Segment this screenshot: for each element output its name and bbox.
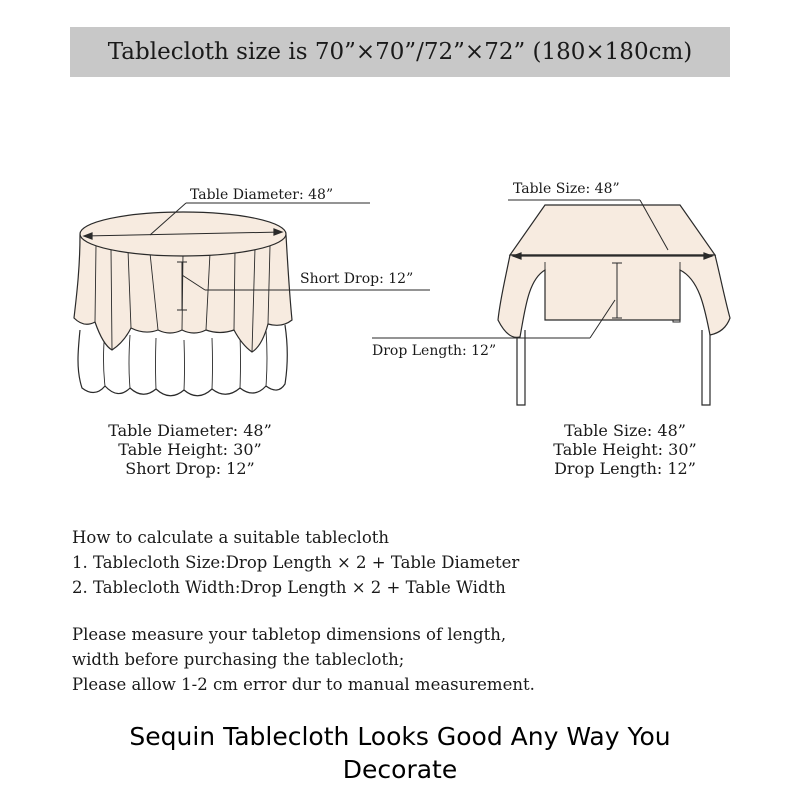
instructions-heading: How to calculate a suitable tablecloth bbox=[72, 528, 390, 547]
round-spec-drop: Short Drop: 12” bbox=[125, 459, 255, 478]
round-drop-callout: Short Drop: 12” bbox=[300, 271, 414, 287]
square-table-illustration bbox=[372, 200, 730, 405]
square-spec-drop: Drop Length: 12” bbox=[554, 459, 696, 478]
round-table-specs bbox=[70, 421, 310, 478]
note-line: Please measure your tabletop dimensions of length, bbox=[72, 625, 507, 644]
footer-tagline bbox=[40, 720, 760, 786]
note-line: width before purchasing the tablecloth; bbox=[72, 650, 405, 669]
round-diameter-callout: Table Diameter: 48” bbox=[190, 187, 334, 203]
footer-line-2: Decorate bbox=[342, 755, 458, 784]
round-spec-diameter: Table Diameter: 48” bbox=[108, 421, 272, 440]
round-spec-height: Table Height: 30” bbox=[118, 440, 262, 459]
measurement-notes bbox=[72, 622, 535, 697]
calculation-instructions bbox=[72, 525, 519, 600]
footer-line-1: Sequin Tablecloth Looks Good Any Way You bbox=[129, 722, 671, 751]
banner-title: Tablecloth size is 70”×70”/72”×72” (180×180cm) bbox=[107, 39, 693, 65]
instruction-step: 2. Tablecloth Width:Drop Length × 2 + Table Width bbox=[72, 578, 506, 597]
square-spec-height: Table Height: 30” bbox=[553, 440, 697, 459]
note-line: Please allow 1-2 cm error dur to manual measurement. bbox=[72, 675, 535, 694]
round-table-illustration bbox=[74, 203, 430, 396]
square-drop-callout: Drop Length: 12” bbox=[372, 343, 497, 359]
instruction-step: 1. Tablecloth Size:Drop Length × 2 + Table Diameter bbox=[72, 553, 520, 572]
square-table-specs bbox=[510, 421, 740, 478]
square-spec-size: Table Size: 48” bbox=[564, 421, 686, 440]
square-size-callout: Table Size: 48” bbox=[513, 181, 620, 197]
